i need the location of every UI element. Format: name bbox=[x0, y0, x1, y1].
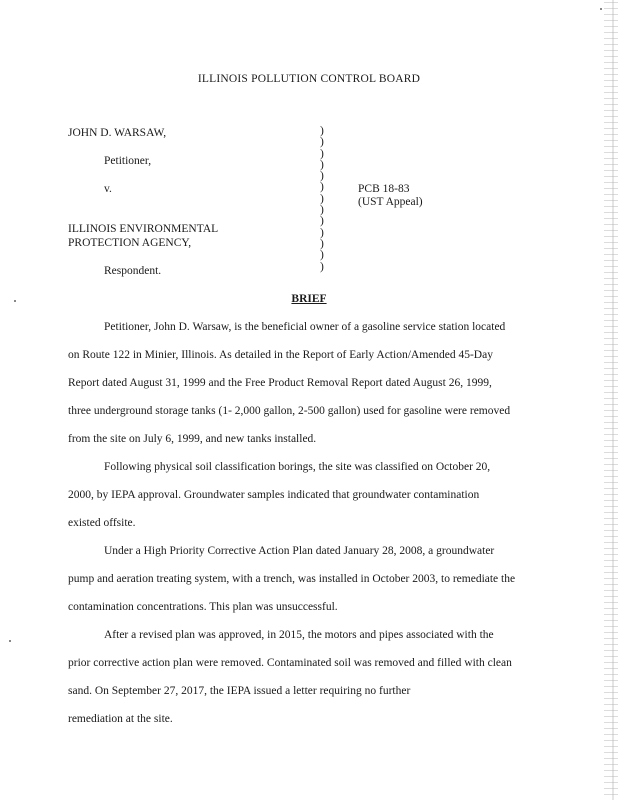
brief-line: Report dated August 31, 1999 and the Free Product Removal Report dated August 26, 1999, bbox=[68, 377, 492, 389]
board-heading: ILLINOIS POLLUTION CONTROL BOARD bbox=[197, 73, 421, 85]
respondent-name-line2: PROTECTION AGENCY, bbox=[68, 237, 192, 249]
scan-speck bbox=[9, 640, 11, 642]
versus-label: v. bbox=[104, 183, 112, 195]
case-type: (UST Appeal) bbox=[358, 196, 423, 208]
brief-line: Under a High Priority Corrective Action Plan dated January 28, 2008, a groundwater bbox=[104, 545, 495, 557]
scan-edge-artifact bbox=[604, 0, 618, 800]
brief-line: Petitioner, John D. Warsaw, is the beneficial owner of a gasoline service station located bbox=[104, 321, 506, 333]
case-number: PCB 18-83 bbox=[358, 183, 410, 195]
petitioner-role: Petitioner, bbox=[104, 155, 152, 167]
brief-line: contamination concentrations. This plan was unsuccessful. bbox=[68, 601, 338, 613]
brief-line: existed offsite. bbox=[68, 517, 136, 529]
brief-line: prior corrective action plan were removed. Contaminated soil was removed and filled with clean bbox=[68, 657, 512, 669]
respondent-name-line1: ILLINOIS ENVIRONMENTAL bbox=[68, 223, 219, 235]
brief-title: BRIEF bbox=[291, 293, 327, 305]
scan-speck bbox=[600, 8, 602, 10]
brief-line: After a revised plan was approved, in 2015, the motors and pipes associated with the bbox=[104, 629, 494, 641]
brief-line: on Route 122 in Minier, Illinois. As detailed in the Report of Early Action/Amended 45-Day bbox=[68, 349, 493, 361]
scan-edge-line bbox=[612, 0, 614, 800]
brief-line: Following physical soil classification borings, the site was classified on October 20, bbox=[104, 461, 491, 473]
petitioner-name: JOHN D. WARSAW, bbox=[68, 127, 167, 139]
brief-line: remediation at the site. bbox=[68, 713, 173, 725]
brief-line: 2000, by IEPA approval. Groundwater samples indicated that groundwater contamination bbox=[68, 489, 480, 501]
scan-speck bbox=[14, 300, 16, 302]
caption-parentheses: ) ) ) ) ) ) ) ) ) ) ) ) ) bbox=[320, 125, 324, 273]
respondent-role: Respondent. bbox=[104, 265, 162, 277]
brief-line: sand. On September 27, 2017, the IEPA issued a letter requiring no further bbox=[68, 685, 411, 697]
brief-line: pump and aeration treating system, with a trench, was installed in October 2003, to remediate the bbox=[68, 573, 516, 585]
brief-line: three underground storage tanks (1- 2,000 gallon, 2-500 gallon) used for gasoline were removed bbox=[68, 405, 511, 417]
brief-line: from the site on July 6, 1999, and new tanks installed. bbox=[68, 433, 317, 445]
